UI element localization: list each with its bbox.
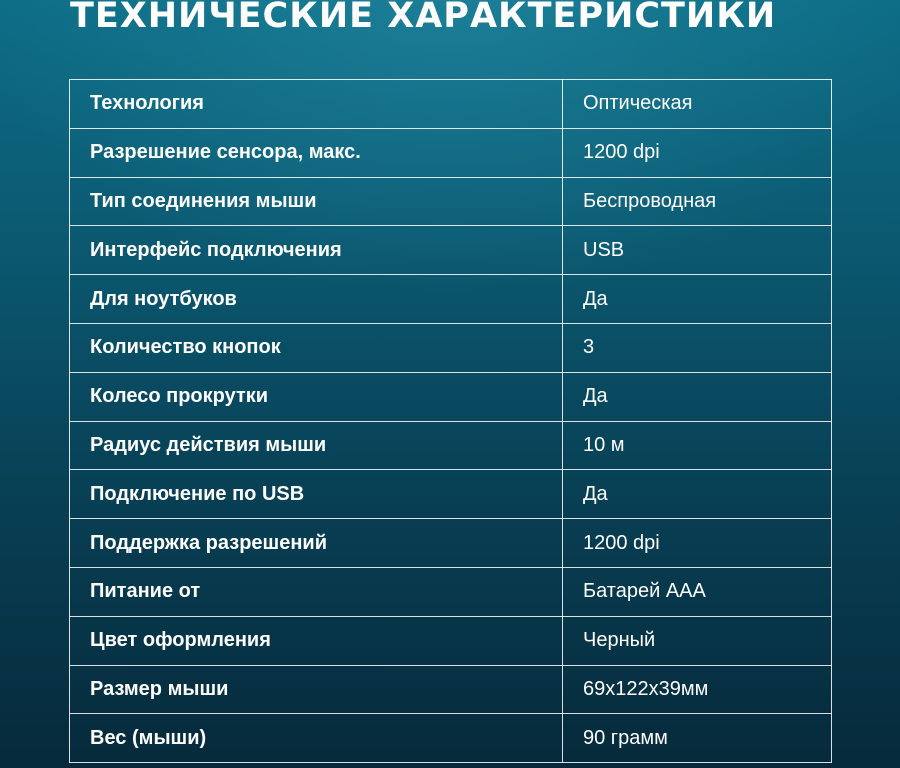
table-row [70,372,832,421]
spec-name: Для ноутбуков [70,275,563,324]
spec-value: Беспроводная [563,177,832,226]
specs-table [69,79,832,763]
spec-value: Да [563,372,832,421]
spec-name: Радиус действия мыши [70,421,563,470]
spec-value: Да [563,470,832,519]
spec-value: 69x122x39мм [563,665,832,714]
spec-value: Черный [563,616,832,665]
spec-name: Разрешение сенсора, макс. [70,128,563,177]
spec-value: Да [563,275,832,324]
table-row [70,80,832,129]
table-row [70,470,832,519]
table-row [70,616,832,665]
spec-name: Вес (мыши) [70,714,563,763]
spec-name: Размер мыши [70,665,563,714]
spec-value: Оптическая [563,80,832,129]
table-row [70,323,832,372]
spec-name: Подключение по USB [70,470,563,519]
table-row [70,665,832,714]
spec-name: Количество кнопок [70,323,563,372]
table-row [70,714,832,763]
spec-name: Интерфейс подключения [70,226,563,275]
table-row [70,567,832,616]
page-title: ТЕХНИЧЕСКИЕ ХАРАКТЕРИСТИКИ [70,0,777,36]
table-row [70,275,832,324]
spec-value: 90 грамм [563,714,832,763]
table-row [70,177,832,226]
spec-value: 1200 dpi [563,519,832,568]
spec-value: USB [563,226,832,275]
spec-value: Батарей ААА [563,567,832,616]
table-row [70,421,832,470]
spec-name: Колесо прокрутки [70,372,563,421]
spec-name: Питание от [70,567,563,616]
spec-name: Технология [70,80,563,129]
spec-name: Цвет оформления [70,616,563,665]
spec-value: 3 [563,323,832,372]
table-row [70,519,832,568]
spec-name: Поддержка разрешений [70,519,563,568]
spec-value: 1200 dpi [563,128,832,177]
table-row [70,128,832,177]
spec-value: 10 м [563,421,832,470]
spec-name: Тип соединения мыши [70,177,563,226]
table-row [70,226,832,275]
